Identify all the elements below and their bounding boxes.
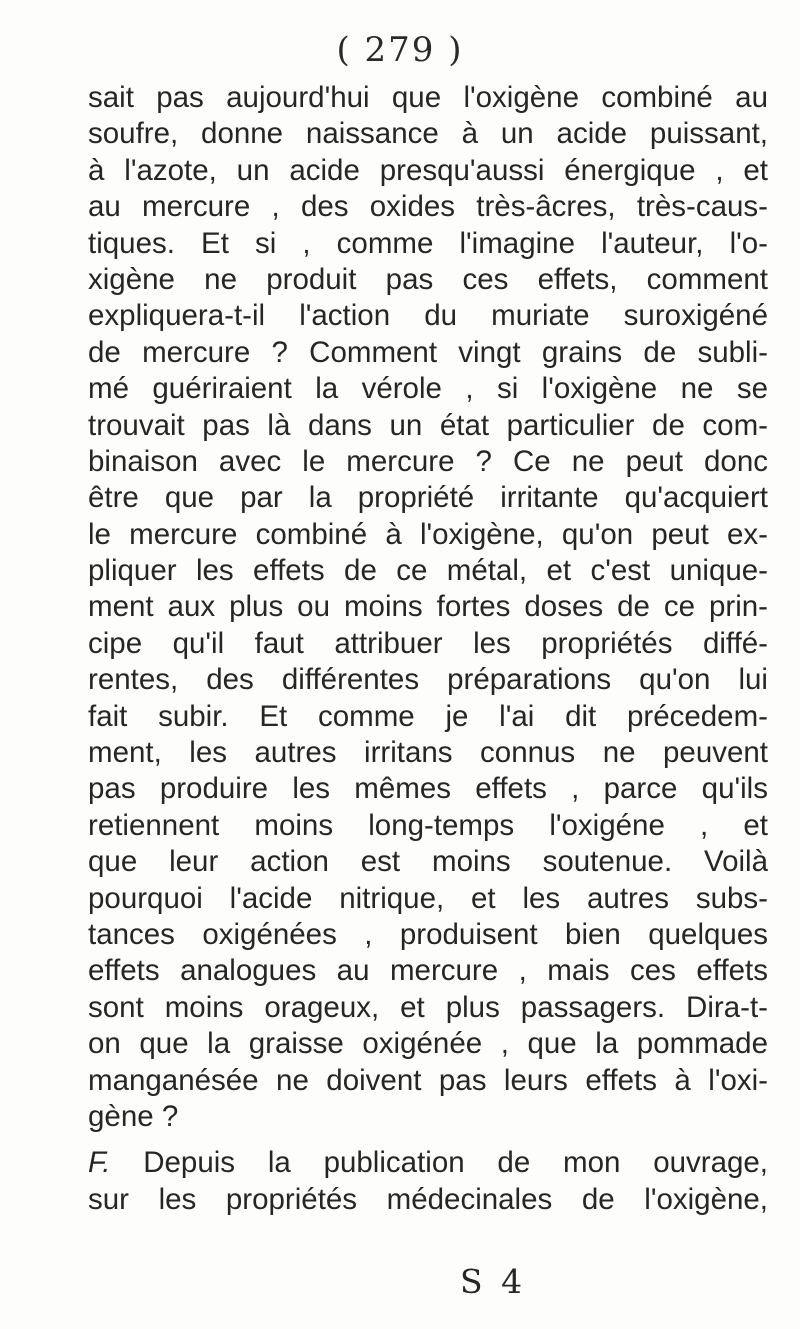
text-line: on que la graisse oxigénée , que la pommade <box>88 1027 768 1061</box>
text-line: que leur action est moins soutenue. Voilà <box>88 845 768 879</box>
text-line: effets analogues au mercure , mais ces effets <box>88 954 768 988</box>
text-line: trouvait pas là dans un état particulier de com- <box>88 408 768 442</box>
text-line: au mercure , des oxides très-âcres, très-caus- <box>88 190 768 224</box>
text-line: sont moins orageux, et plus passagers. Dira-t- <box>88 990 768 1024</box>
text-line: pliquer les effets de ce métal, et c'est unique- <box>88 554 768 588</box>
text-line: retiennent moins long-temps l'oxigéne , et <box>88 808 768 842</box>
text-line: le mercure combiné à l'oxigène, qu'on peut ex- <box>88 517 768 551</box>
text-line: mé guériraient la vérole , si l'oxigène ne se <box>88 372 768 406</box>
text-line: ment, les autres irritans connus ne peuvent <box>88 736 768 770</box>
text-line: pas produire les mêmes effets , parce qu'ils <box>88 772 768 806</box>
text-line: pourquoi l'acide nitrique, et les autres subs- <box>88 881 768 915</box>
page-number: ( 279 ) <box>336 30 464 70</box>
text-line: être que par la propriété irritante qu'acquiert <box>88 481 768 515</box>
text-line: xigène ne produit pas ces effets, comment <box>88 262 768 296</box>
text-line: ment aux plus ou moins fortes doses de ce prin- <box>88 590 768 624</box>
footnote-text: Depuis la publication de mon ouvrage, <box>143 1146 768 1180</box>
footnote-line: sur les propriétés médecinales de l'oxigène, <box>88 1182 768 1216</box>
footnote-marker: F. <box>88 1146 111 1180</box>
text-line: binaison avec le mercure ? Ce ne peut donc <box>88 444 768 478</box>
text-line: sait pas aujourd'hui que l'oxigène combiné au <box>88 81 768 114</box>
text-line: manganésée ne doivent pas leurs effets à l'oxi- <box>88 1063 768 1097</box>
main-text <box>88 80 768 1218</box>
text-line: rentes, des différentes préparations qu'on lui <box>88 663 768 697</box>
text-line: tances oxigénées , produisent bien quelques <box>88 917 768 951</box>
text-line: à l'azote, un acide presqu'aussi énergique , et <box>88 153 768 187</box>
footnote-line <box>88 1145 768 1181</box>
text-line: de mercure ? Comment vingt grains de subli- <box>88 335 768 369</box>
text-line: tiques. Et si , comme l'imagine l'auteur, l'o- <box>88 226 768 260</box>
text-line: fait subir. Et comme je l'ai dit précedem- <box>88 699 768 733</box>
text-line: cipe qu'il faut attribuer les propriétés diffé- <box>88 626 768 660</box>
signature-mark: S 4 <box>460 1262 527 1301</box>
text-line: gène ? <box>88 1099 179 1133</box>
text-line: expliquera-t-il l'action du muriate suroxigéné <box>88 299 768 333</box>
text-line: soufre, donne naissance à un acide puissant, <box>88 117 768 151</box>
paragraph-gap <box>88 1135 768 1145</box>
